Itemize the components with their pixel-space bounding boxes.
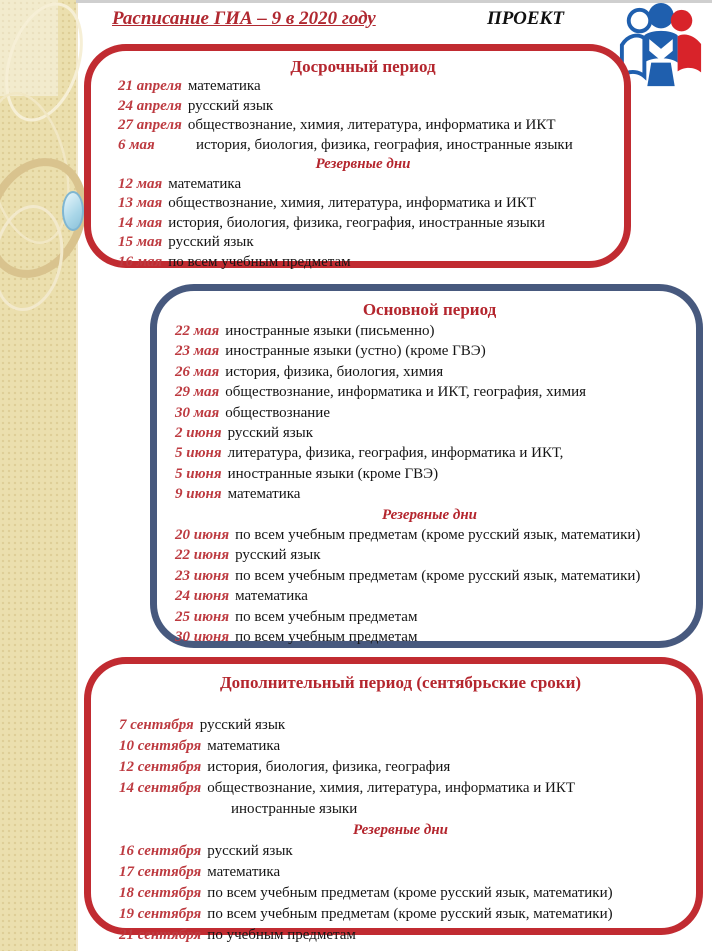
schedule-row [119, 925, 682, 946]
schedule-row [118, 175, 608, 195]
exam-subjects: по всем учебным предметам (кроме русский язык, математики) [207, 906, 613, 922]
schedule-row [175, 382, 684, 402]
box-additional-period [84, 657, 703, 943]
exam-subjects: математика [235, 588, 308, 605]
exam-subjects: русский язык [187, 97, 274, 114]
box-main-period [150, 284, 703, 648]
exam-subjects: история, биология, физика, география, иностранные языки [196, 136, 573, 153]
schedule-row [175, 566, 684, 586]
schedule-row [119, 757, 682, 778]
schedule-row [175, 362, 684, 382]
schedule-row [119, 715, 682, 736]
glass-bead-ornament [62, 191, 84, 231]
reserve-days-subtitle: Резервные дни [352, 822, 449, 838]
schedule-row [119, 778, 682, 799]
exam-date: 26 мая [175, 363, 220, 380]
exam-date: 30 мая [175, 404, 220, 421]
exam-date: 12 сентября [119, 759, 202, 775]
exam-date: 25 июня [175, 608, 230, 625]
exam-subjects: русский язык [168, 234, 254, 250]
exam-date: 19 сентября [119, 906, 202, 922]
exam-subjects: по всем учебным предметам [168, 253, 351, 270]
exam-date: 5 июня [175, 445, 222, 462]
box-title: Основной период [362, 300, 497, 319]
exam-date: 17 сентября [119, 864, 202, 880]
exam-subjects: математика [187, 78, 261, 94]
exam-date: 2 июня [175, 425, 222, 442]
exam-subjects: иностранные языки (устно) (кроме ГВЭ) [225, 343, 486, 360]
schedule-row [175, 341, 684, 361]
schedule-section [175, 321, 684, 505]
schedule-row [175, 607, 684, 627]
schedule-section [118, 155, 608, 272]
exam-date: 14 мая [118, 214, 163, 231]
schedule-row [119, 799, 682, 820]
exam-date: 22 июня [175, 547, 230, 564]
schedule-row [119, 904, 682, 925]
exam-subjects: по всем учебным предметам (кроме русский язык, математики) [235, 567, 641, 584]
exam-date: 21 апреля [118, 78, 182, 94]
exam-subjects: обществознание, химия, литература, информатика и ИКТ [168, 195, 536, 211]
exam-subjects: иностранные языки (письменно) [225, 323, 435, 339]
schedule-row [175, 423, 684, 443]
page-title: Расписание ГИА – 9 в 2020 году [112, 8, 376, 29]
schedule-row [118, 116, 608, 136]
exam-subjects: обществознание, химия, литература, информатика и ИКТ [187, 117, 556, 133]
exam-date: 12 мая [118, 175, 163, 192]
exam-date: 9 июня [175, 486, 222, 503]
schedule-row [175, 545, 684, 565]
exam-subjects: иностранные языки [231, 801, 358, 817]
schedule-row [175, 525, 684, 545]
exam-subjects: по учебным предметам [207, 927, 356, 943]
exam-subjects: обществознание [225, 404, 330, 421]
exam-subjects: обществознание, химия, литература, информатика и ИКТ [207, 780, 576, 796]
schedule-row [119, 883, 682, 904]
reserve-days-subtitle: Резервные дни [381, 506, 478, 523]
schedule-row [118, 214, 608, 234]
exam-subjects: русский язык [227, 425, 314, 442]
schedule-row [118, 233, 608, 253]
exam-date: 18 сентября [119, 885, 202, 901]
exam-date: 30 июня [175, 629, 230, 646]
exam-date: 20 июня [175, 527, 230, 544]
exam-date: 27 апреля [118, 117, 182, 133]
schedule-rows [119, 715, 682, 946]
schedule-row [175, 443, 684, 463]
exam-subjects: по всем учебным предметам (кроме русский язык, математики) [207, 885, 613, 901]
schedule-section [175, 505, 684, 648]
exam-subjects: история, биология, физика, география [207, 759, 451, 775]
exam-subjects: по всем учебным предметам [235, 608, 418, 625]
exam-date: 24 апреля [118, 97, 182, 114]
schedule-section [119, 715, 682, 820]
exam-subjects: математика [207, 738, 281, 754]
exam-subjects: история, физика, биология, химия [225, 363, 444, 380]
exam-date: 22 мая [175, 323, 220, 339]
schedule-section [119, 820, 682, 946]
exam-subjects: история, биология, физика, география, иностранные языки [168, 214, 545, 231]
exam-subjects: математика [207, 864, 281, 880]
schedule-row [175, 403, 684, 423]
schedule-row [118, 97, 608, 117]
exam-date: 15 мая [118, 234, 163, 250]
exam-subjects: русский язык [235, 547, 321, 564]
exam-date: 14 сентября [119, 780, 202, 796]
exam-subjects: литература, физика, география, информатика и ИКТ, [227, 445, 564, 462]
schedule-row [175, 321, 684, 341]
schedule-rows [175, 321, 684, 648]
project-badge: ПРОЕКТ [487, 8, 565, 29]
exam-subjects: обществознание, информатика и ИКТ, география, химия [225, 384, 587, 401]
exam-subjects: по всем учебным предметам [235, 629, 418, 646]
schedule-row [175, 464, 684, 484]
exam-date: 6 мая [118, 136, 155, 153]
schedule-row [175, 586, 684, 606]
exam-date: 21 сентября [119, 927, 202, 943]
box-title: Дополнительный период (сентябрьские сроки) [219, 673, 582, 692]
exam-subjects: русский язык [199, 717, 286, 733]
schedule-row [118, 253, 608, 273]
exam-date: 16 сентября [119, 843, 202, 859]
schedule-row [118, 77, 608, 97]
schedule-row [118, 136, 608, 156]
schedule-row [175, 484, 684, 504]
exam-date: 23 мая [175, 343, 220, 360]
exam-date: 16 мая [118, 253, 163, 270]
exam-date: 13 мая [118, 195, 163, 211]
exam-date: 5 июня [175, 465, 222, 482]
box-title: Досрочный период [290, 57, 436, 76]
schedule-row [119, 736, 682, 757]
box-early-period [84, 44, 631, 268]
exam-subjects: математика [168, 175, 242, 192]
exam-date: 10 сентября [119, 738, 202, 754]
reserve-days-subtitle: Резервные дни [315, 156, 411, 172]
exam-subjects: математика [227, 486, 301, 503]
exam-subjects: русский язык [207, 843, 293, 859]
exam-subjects: иностранные языки (кроме ГВЭ) [227, 465, 439, 482]
schedule-row [118, 194, 608, 214]
exam-date: 29 мая [175, 384, 220, 401]
exam-subjects: по всем учебным предметам (кроме русский язык, математики) [235, 527, 641, 544]
schedule-row [119, 841, 682, 862]
exam-date: 23 июня [175, 567, 230, 584]
schedule-row [119, 862, 682, 883]
schedule-rows [118, 77, 608, 272]
exam-date: 24 июня [175, 588, 230, 605]
decorative-side-strip [0, 0, 78, 951]
page-header [0, 8, 712, 36]
schedule-row [175, 627, 684, 647]
exam-date: 7 сентября [119, 717, 194, 733]
schedule-section [118, 77, 608, 155]
